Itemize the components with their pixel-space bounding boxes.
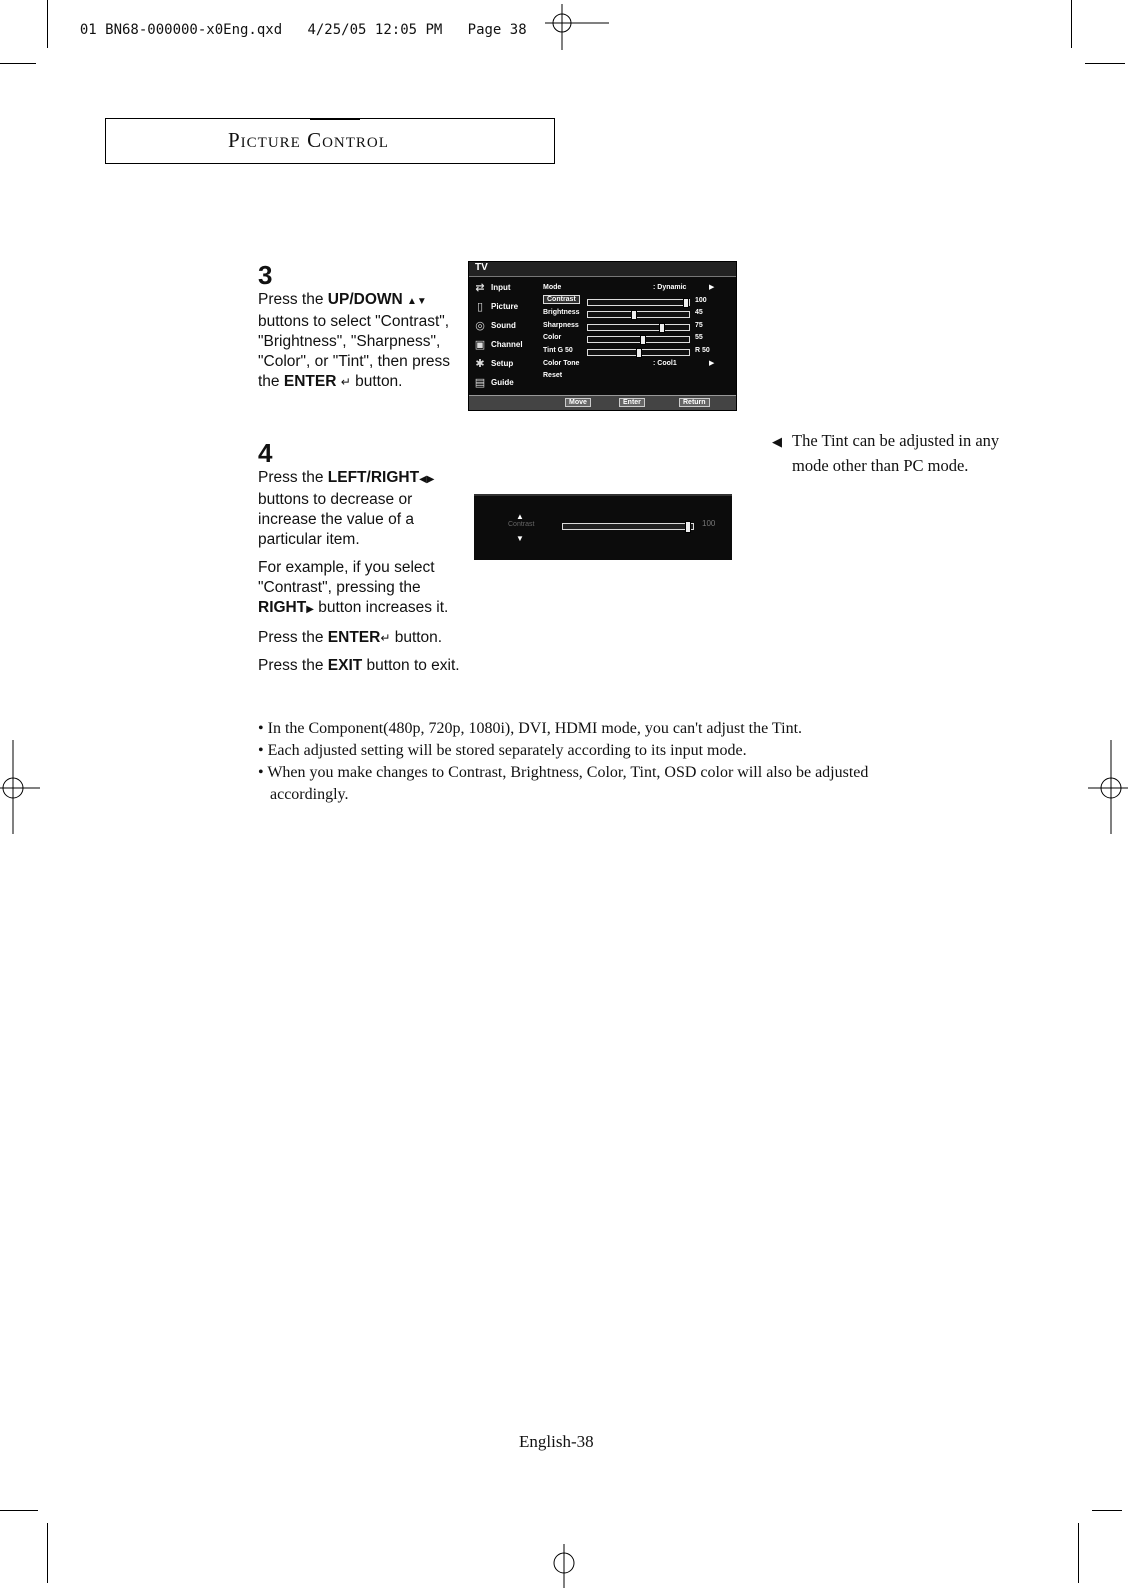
menu-tv-title: TV — [475, 262, 488, 273]
adjust-slider-track[interactable] — [562, 523, 694, 530]
return-hint: Return — [679, 398, 710, 407]
list-item-text: In the Component(480p, 720p, 1080i), DVI, HDMI mode, you can't adjust the Tint. — [267, 720, 803, 737]
list-item: • Each adjusted setting will be stored separately according to its input mode. — [258, 742, 747, 759]
input-icon: ⇄ — [475, 281, 485, 294]
menu-row-value: 45 — [695, 309, 703, 317]
sidebar-item-label: Sound — [491, 321, 516, 330]
slider-track[interactable] — [587, 299, 690, 306]
menu-row-value: 75 — [695, 321, 703, 329]
key-right: RIGHT — [258, 599, 307, 616]
menu-rows — [543, 283, 733, 384]
slider-track[interactable] — [587, 311, 690, 318]
crop-mark — [1092, 1510, 1122, 1511]
sidebar-item-guide[interactable] — [469, 373, 535, 392]
menu-row-color[interactable] — [543, 333, 733, 346]
adjust-value: 100 — [702, 519, 716, 528]
section-title: Picture Control — [228, 128, 389, 152]
print-time: 12:05 PM — [374, 22, 443, 38]
menu-row-value: 55 — [695, 334, 703, 342]
sidebar-item-label: Input — [491, 283, 511, 292]
print-file: 01 BN68-000000-x0Eng.qxd — [79, 22, 283, 38]
channel-icon: ▣ — [474, 338, 486, 351]
slider-track[interactable] — [587, 324, 690, 331]
right-arrow-icon: ▶ — [306, 604, 314, 615]
step-3-intro: Press the — [258, 291, 328, 308]
menu-row-label: Sharpness — [543, 321, 579, 329]
slider-knob[interactable] — [683, 298, 689, 308]
adjust-label: Contrast — [508, 521, 535, 528]
step-3-text — [258, 290, 468, 400]
menu-row-contrast[interactable] — [543, 296, 733, 309]
notes-list — [258, 718, 898, 806]
up-arrow-icon: ▲ — [516, 512, 524, 521]
menu-row-brightness[interactable] — [543, 308, 733, 321]
slider-knob[interactable] — [631, 310, 637, 320]
key-enter: ENTER — [283, 373, 337, 390]
page-footer: English-38 — [519, 1432, 594, 1451]
section-header-rule — [310, 118, 360, 120]
menu-row-label: Tint G 50 — [543, 346, 573, 354]
step-4-p4-a: Press the — [258, 657, 328, 674]
sidebar-item-setup[interactable] — [469, 354, 535, 373]
crop-mark — [1085, 63, 1125, 64]
tint-note-text: The Tint can be adjusted in any mode other than PC mode. — [792, 431, 1000, 475]
chevron-right-icon: ▶ — [709, 359, 715, 367]
slider-knob[interactable] — [659, 323, 665, 333]
sidebar-item-channel[interactable] — [469, 335, 535, 354]
print-slug — [63, 6, 527, 38]
chevron-right-icon: ▶ — [709, 284, 715, 291]
menu-row-sharpness[interactable] — [543, 321, 733, 334]
tv-picture-menu — [468, 261, 737, 411]
move-hint: Move — [565, 398, 591, 407]
menu-row-label: Reset — [543, 372, 563, 380]
step-3-mid: buttons to select "Contrast", "Brightness", "Sharpness", "Color", or "Tint", then press the — [258, 313, 451, 390]
triangle-left-icon: ◀ — [772, 434, 782, 449]
step-4-p1-a: Press the — [258, 469, 328, 486]
sidebar-item-label: Channel — [491, 340, 523, 349]
menu-row-reset[interactable] — [543, 371, 733, 384]
sidebar-item-sound[interactable] — [469, 316, 535, 335]
step-4-number: 4 — [258, 438, 273, 468]
setup-icon: ✱ — [475, 357, 485, 370]
menu-row-value: : Cool1 — [653, 359, 677, 367]
step-4-p3-b: button. — [390, 629, 443, 646]
step-4-p2-b: button increases it. — [313, 599, 449, 616]
menu-row-label: Brightness — [543, 309, 580, 317]
sidebar-item-label: Picture — [491, 302, 519, 311]
guide-icon: ▤ — [474, 376, 486, 389]
down-arrow-icon: ▼ — [516, 534, 524, 543]
step-4-p1-b: buttons to decrease or increase the value of a particular item. — [258, 491, 414, 548]
registration-target-icon — [548, 1530, 588, 1588]
menu-row-label: Contrast — [543, 295, 580, 304]
registration-target-icon — [0, 740, 40, 834]
leftright-arrows-icon: ◀▶ — [419, 474, 435, 485]
picture-icon: ▯ — [476, 300, 484, 313]
step-4-p3-a: Press the — [258, 629, 328, 646]
step-3-number: 3 — [258, 260, 273, 290]
list-item: • In the Component(480p, 720p, 1080i), DVI, HDMI mode, you can't adjust the Tint. — [258, 720, 803, 737]
sidebar-item-input[interactable] — [469, 278, 535, 297]
slider-track[interactable] — [587, 349, 690, 356]
print-page-label: Page — [467, 22, 502, 38]
slider-track[interactable] — [587, 336, 690, 343]
updown-arrows-icon: ▲▼ — [407, 296, 427, 307]
sidebar-item-label: Guide — [491, 378, 514, 387]
step-3-end: button. — [350, 373, 403, 390]
menu-row-label: Mode — [543, 284, 562, 291]
menu-row-label: Color — [543, 334, 562, 342]
menu-row-value: : Dynamic — [653, 284, 687, 291]
menu-title-bar — [469, 262, 736, 277]
crop-mark — [1078, 1523, 1079, 1583]
menu-row-value: R 50 — [695, 346, 710, 354]
step-4-text — [258, 468, 468, 684]
tint-note — [772, 428, 1032, 478]
key-exit: EXIT — [327, 657, 363, 674]
menu-row-color-tone[interactable] — [543, 359, 733, 372]
menu-row-label: Color Tone — [543, 359, 580, 367]
enter-icon: ↵ — [380, 631, 391, 645]
sound-icon: ◎ — [475, 319, 485, 332]
registration-target-icon — [1088, 740, 1128, 834]
menu-sidebar — [469, 278, 535, 392]
enter-hint: Enter — [619, 398, 645, 407]
slider-knob[interactable] — [640, 335, 646, 345]
crop-mark — [47, 1523, 48, 1583]
step-4-p2-a: For example, if you select "Contrast", pressing the — [258, 559, 435, 596]
registration-target-icon — [545, 2, 609, 50]
menu-bottom-bar — [469, 395, 736, 411]
list-item-text: Each adjusted setting will be stored separately according to its input mode. — [267, 742, 747, 759]
slider-knob[interactable] — [636, 348, 642, 358]
list-item: • When you make changes to Contrast, Brightness, Color, Tint, OSD color will also be adjusted accordingly. — [258, 764, 869, 803]
contrast-adjust-bar — [474, 494, 732, 560]
sidebar-item-label: Setup — [491, 359, 514, 368]
adjust-slider-knob[interactable] — [685, 521, 691, 533]
key-updown: UP/DOWN — [327, 291, 403, 308]
key-enter: ENTER — [327, 629, 381, 646]
crop-mark — [1071, 0, 1072, 48]
menu-row-value: 100 — [695, 296, 707, 304]
step-4-p4-b: button to exit. — [362, 657, 460, 674]
sidebar-item-picture[interactable] — [469, 297, 535, 316]
menu-row-tint[interactable] — [543, 346, 733, 359]
list-item-text: When you make changes to Contrast, Brightness, Color, Tint, OSD color will also be adjusted accordingly. — [267, 764, 869, 803]
enter-icon: ↵ — [340, 375, 351, 389]
print-page-number: 38 — [509, 22, 527, 38]
crop-mark — [0, 1510, 38, 1511]
print-date: 4/25/05 — [307, 22, 367, 38]
key-leftright: LEFT/RIGHT — [327, 469, 420, 486]
crop-mark — [0, 63, 36, 64]
crop-mark — [47, 0, 48, 48]
